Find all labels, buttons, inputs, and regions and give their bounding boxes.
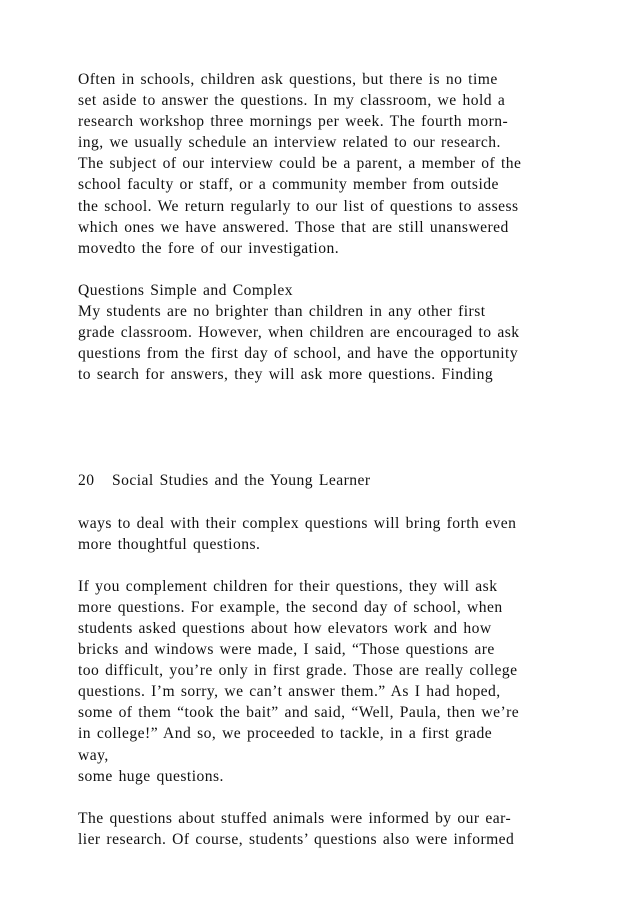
- text-line: school faculty or staff, or a community member from outside: [78, 176, 499, 194]
- text-line: movedto the fore of our investigation.: [78, 239, 340, 257]
- text-line: some of them “took the bait” and said, “Well, Paula, then we’re: [78, 704, 520, 722]
- text-line: students asked questions about how elevators work and how: [78, 619, 492, 637]
- text-line: Often in schools, children ask questions, but there is no time: [78, 71, 498, 88]
- text-line: grade classroom. However, when children are encouraged to ask: [78, 324, 520, 342]
- text-line: to search for answers, they will ask more questions. Finding: [78, 366, 494, 384]
- text-line: questions. I’m sorry, we can’t answer them.” As I had hoped,: [78, 683, 501, 701]
- text-line: If you complement children for their questions, they will ask: [78, 577, 498, 595]
- text-line: in college!” And so, we proceeded to tackle, in a first grade: [78, 725, 493, 743]
- text-line: ing, we usually schedule an interview related to our research.: [78, 134, 501, 152]
- text-line: set aside to answer the questions. In my classroom, we hold a: [78, 92, 506, 110]
- text-line: way,: [78, 746, 109, 764]
- text-line: lier research. Of course, students’ questions also were informed: [78, 830, 515, 848]
- text-line: bricks and windows were made, I said, “Those questions are: [78, 641, 495, 659]
- document-page: [78, 69, 578, 850]
- text-line: some huge questions.: [78, 767, 224, 785]
- page-break-gap: [78, 385, 578, 470]
- text-line: more questions. For example, the second day of school, when: [78, 598, 503, 616]
- paragraph-research-workshop: [78, 69, 578, 259]
- text-line: the school. We return regularly to our list of questions to assess: [78, 197, 519, 215]
- text-line: My students are no brighter than children in any other first: [78, 303, 486, 321]
- text-line: ways to deal with their complex questions will bring forth even: [78, 514, 517, 532]
- text-line: The questions about stuffed animals were informed by our ear-: [78, 809, 512, 827]
- text-line: research workshop three mornings per week. The fourth morn-: [78, 113, 509, 131]
- text-line: too difficult, you’re only in first grade. Those are really college: [78, 662, 518, 680]
- paragraph-complex-questions: [78, 513, 578, 555]
- text-line: which ones we have answered. Those that are still unanswered: [78, 218, 509, 236]
- paragraph-gap: [78, 491, 578, 512]
- text-line: more thoughtful questions.: [78, 535, 261, 553]
- paragraph-gap: [78, 787, 578, 808]
- text-line: The subject of our interview could be a parent, a member of the: [78, 155, 522, 173]
- paragraph-students: [78, 301, 578, 385]
- section-heading: Questions Simple and Complex: [78, 281, 294, 299]
- text-line: questions from the first day of school, and have the opportunity: [78, 345, 519, 363]
- paragraph-complement-children: [78, 576, 578, 787]
- paragraph-stuffed-animals: [78, 808, 578, 850]
- paragraph-gap: [78, 555, 578, 576]
- running-footer: 20 Social Studies and the Young Learner: [78, 472, 371, 490]
- paragraph-gap: [78, 259, 578, 280]
